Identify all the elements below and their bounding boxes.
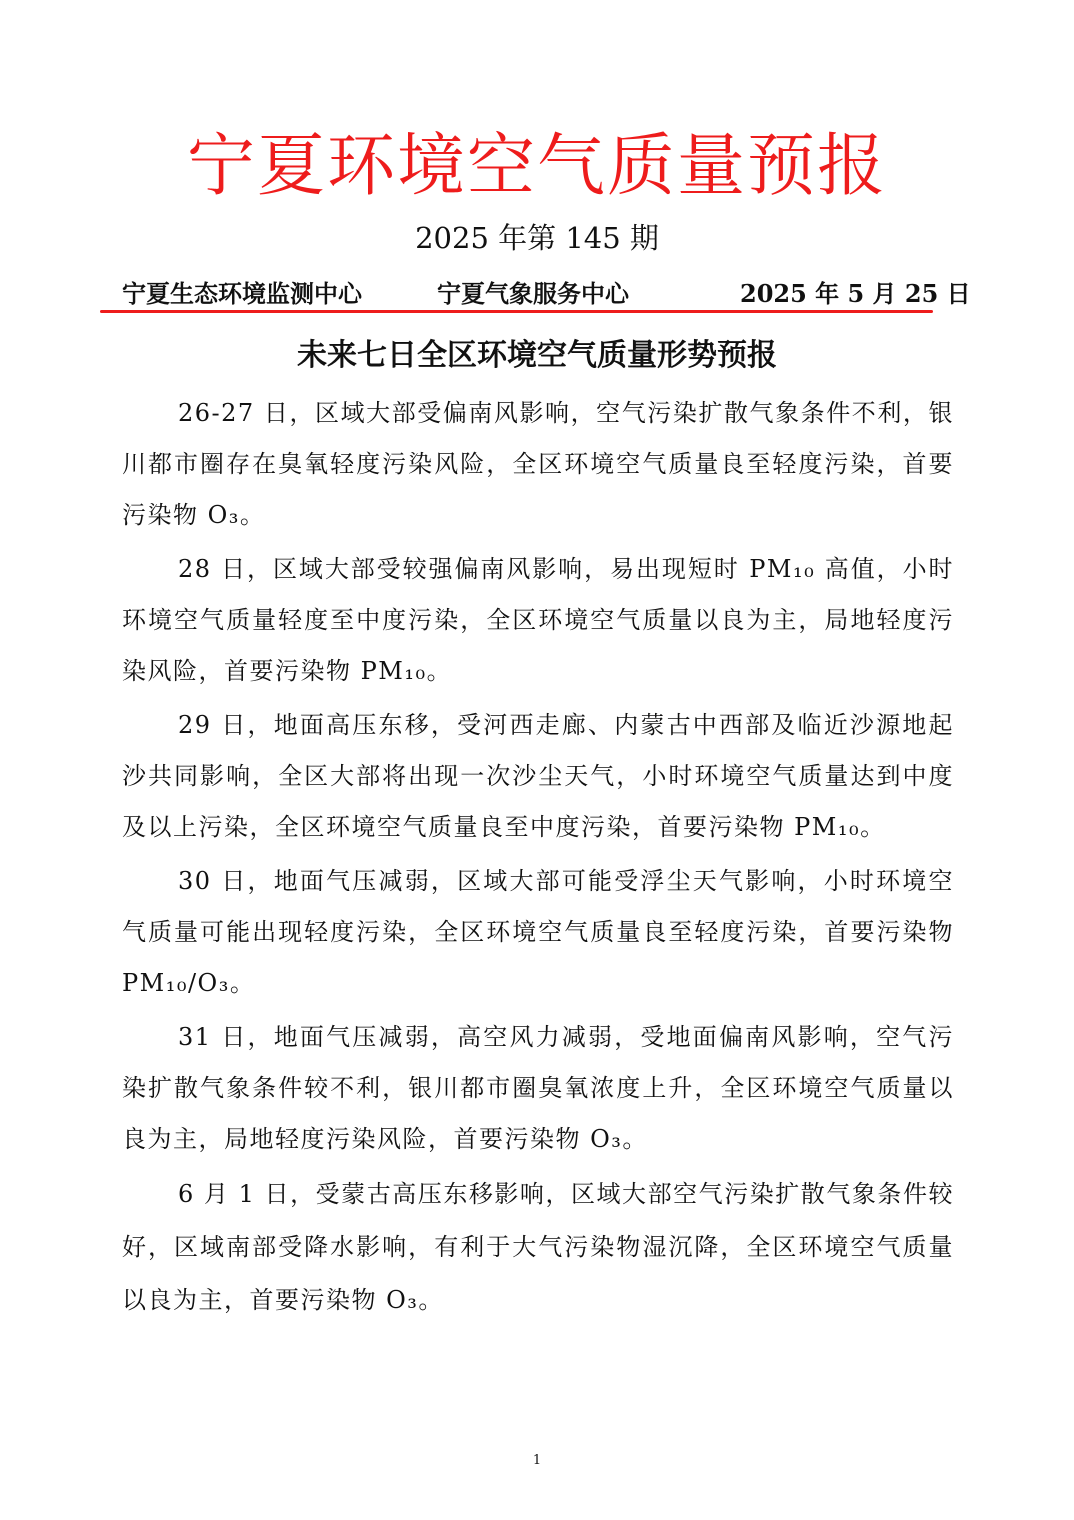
red-divider-rule bbox=[100, 310, 933, 313]
publish-date: 2025 年 5 月 25 日 bbox=[740, 279, 971, 308]
forecast-paragraph-31: 31 日，地面气压减弱，高空风力减弱，受地面偏南风影响，空气污染扩散气象条件较不利，银川都市圈臭氧浓度上升，全区环境空气质量以良为主，局地轻度污染风险，首要污染物 O₃。 bbox=[122, 1023, 954, 1153]
forecast-paragraph-26-27: 26-27 日，区域大部受偏南风影响，空气污染扩散气象条件不利，银川都市圈存在臭氧轻度污染风险，全区环境空气质量良至轻度污染，首要污染物 O₃。 bbox=[122, 399, 954, 529]
forecast-paragraph-28: 28 日，区域大部受较强偏南风影响，易出现短时 PM₁₀ 高值，小时环境空气质量轻度至中度污染，全区环境空气质量以良为主，局地轻度污染风险，首要污染物 PM₁₀。 bbox=[122, 555, 954, 685]
forecast-body bbox=[122, 388, 954, 1330]
issuer-meteorology-center: 宁夏气象服务中心 bbox=[437, 279, 629, 308]
document-title: 宁夏环境空气质量预报 bbox=[186, 127, 887, 206]
issue-number: 2025 年第 145 期 bbox=[415, 221, 659, 255]
issuer-ecology-center: 宁夏生态环境监测中心 bbox=[122, 279, 362, 308]
forecast-paragraph-june-1: 6 月 1 日，受蒙古高压东移影响，区域大部空气污染扩散气象条件较好，区域南部受降水影响，有利于大气污染物湿沉降，全区环境空气质量以良为主，首要污染物 O₃。 bbox=[122, 1180, 954, 1314]
section-title: 未来七日全区环境空气质量形势预报 bbox=[297, 338, 777, 373]
page-number: 1 bbox=[532, 1453, 542, 1468]
forecast-paragraph-29: 29 日，地面高压东移，受河西走廊、内蒙古中西部及临近沙源地起沙共同影响，全区大部将出现一次沙尘天气，小时环境空气质量达到中度及以上污染，全区环境空气质量良至中度污染，首要污染物 PM₁₀。 bbox=[122, 711, 954, 841]
forecast-paragraph-30: 30 日，地面气压减弱，区域大部可能受浮尘天气影响，小时环境空气质量可能出现轻度污染，全区环境空气质量良至轻度污染，首要污染物 PM₁₀/O₃。 bbox=[122, 867, 954, 997]
